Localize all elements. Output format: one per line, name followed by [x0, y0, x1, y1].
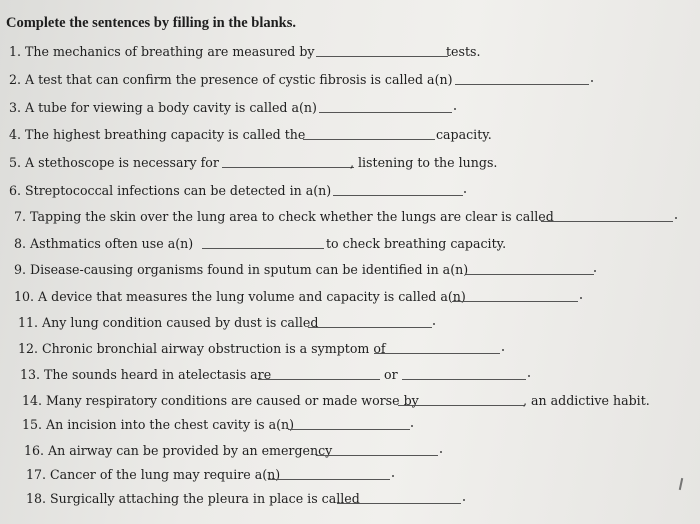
item-text: 17. Cancer of the lung may require a(n) [26, 467, 281, 482]
answer-blank[interactable] [455, 84, 589, 85]
item-text: 15. An incision into the chest cavity is a(n) [22, 417, 295, 432]
item-text: 11. Any lung condition caused by dust is called [18, 315, 319, 330]
answer-blank[interactable] [333, 195, 463, 196]
item-text: 13. The sounds heard in atelectasis are [20, 367, 272, 382]
answer-blank[interactable] [288, 429, 410, 430]
item-text-end: , an addictive habit. [523, 393, 650, 408]
period [440, 451, 442, 453]
answer-blank[interactable] [402, 379, 526, 380]
item-text: 12. Chronic bronchial airway obstruction is a symptom of [18, 341, 386, 356]
answer-blank[interactable] [308, 327, 432, 328]
period [464, 191, 466, 193]
period [454, 108, 456, 110]
answer-blank[interactable] [398, 405, 524, 406]
answer-blank[interactable] [303, 139, 435, 140]
period [594, 270, 596, 272]
answer-blank[interactable] [202, 248, 324, 249]
period [675, 217, 677, 219]
page-title: Complete the sentences by filling in the blanks. [6, 15, 297, 31]
answer-blank[interactable] [268, 479, 390, 480]
item-text: 3. A tube for viewing a body cavity is called a(n) [9, 100, 317, 115]
answer-blank[interactable] [337, 503, 461, 504]
item-text: 7. Tapping the skin over the lung area to check whether the lungs are clear is called [14, 209, 554, 224]
answer-blank[interactable] [452, 301, 578, 302]
answer-blank[interactable] [541, 221, 673, 222]
answer-blank[interactable] [319, 112, 452, 113]
item-text-end: tests. [446, 44, 481, 59]
period [463, 499, 465, 501]
item-text-end: capacity. [436, 127, 492, 142]
item-text: 1. The mechanics of breathing are measured by [9, 44, 315, 59]
period [591, 80, 593, 82]
item-text-middle: or [384, 367, 398, 382]
item-text-end: to check breathing capacity. [326, 236, 507, 251]
period [580, 297, 582, 299]
answer-blank[interactable] [258, 379, 380, 380]
item-text: 9. Disease-causing organisms found in sputum can be identified in a(n) [14, 262, 469, 277]
period [502, 349, 504, 351]
period [433, 323, 435, 325]
item-text: 8. Asthmatics often use a(n) [14, 236, 194, 251]
pencil-mark [679, 478, 683, 490]
item-text-end: , listening to the lungs. [350, 155, 498, 170]
item-text: 10. A device that measures the lung volume and capacity is called a(n) [14, 289, 466, 304]
answer-blank[interactable] [316, 455, 438, 456]
period [392, 475, 394, 477]
answer-blank[interactable] [466, 274, 594, 275]
item-text: 2. A test that can confirm the presence of cystic fibrosis is called a(n) [9, 72, 453, 87]
item-text: 4. The highest breathing capacity is called the [9, 127, 306, 142]
answer-blank[interactable] [222, 167, 354, 168]
item-text: 5. A stethoscope is necessary for [9, 155, 219, 170]
period [528, 375, 530, 377]
period [411, 425, 413, 427]
item-text: 14. Many respiratory conditions are caused or made worse by [22, 393, 419, 408]
answer-blank[interactable] [316, 56, 448, 57]
item-text: 16. An airway can be provided by an emergency [24, 443, 333, 458]
item-text: 6. Streptococcal infections can be detected in a(n) [9, 183, 332, 198]
item-text: 18. Surgically attaching the pleura in place is called [26, 491, 360, 506]
answer-blank[interactable] [374, 353, 500, 354]
